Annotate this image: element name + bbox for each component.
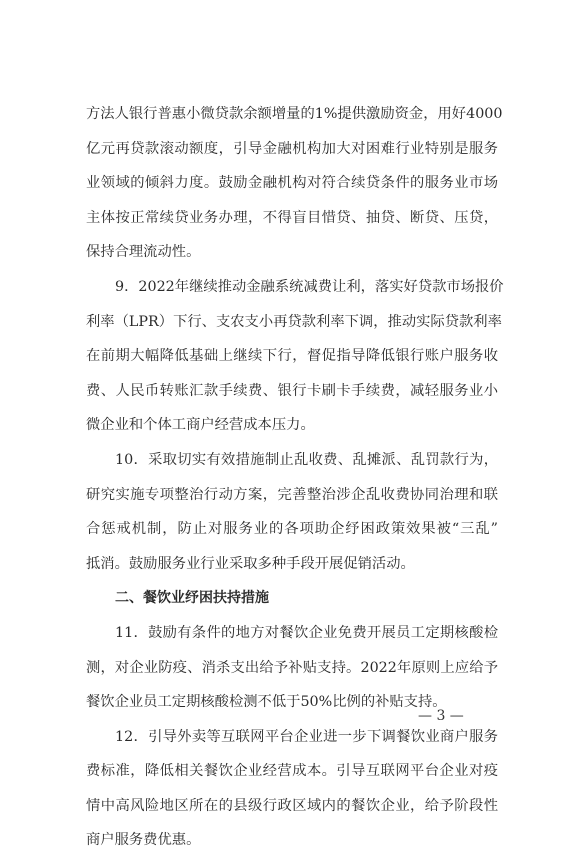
text-line: 测，对企业防疫、消杀支出给予补贴支持。2022年原则上应给予: [86, 659, 498, 676]
text-line: 在前期大幅降低基础上继续下行，督促指导降低银行账户服务收: [86, 348, 498, 365]
paragraph-11-start: 11．鼓励有条件的地方对餐饮企业免费开展员工定期核酸检: [115, 624, 498, 641]
paragraph-12-start: 12．引导外卖等互联网平台企业进一步下调餐饮业商户服务: [115, 728, 498, 745]
text-line: 微企业和个体工商户经营成本压力。: [86, 417, 315, 434]
document-body: [86, 97, 504, 858]
text-line: 研究实施专项整治行动方案，完善整治涉企乱收费协同治理和联: [86, 486, 498, 503]
text-line: 业领域的倾斜力度。鼓励金融机构对符合续贷条件的服务业市场: [86, 175, 498, 192]
text-line: 餐饮企业员工定期核酸检测不低于50%比例的补贴支持。: [86, 694, 447, 711]
text-line: 保持合理流动性。: [86, 244, 201, 261]
text-line: 利率（LPR）下行、支农支小再贷款利率下调，推动实际贷款利率: [86, 313, 502, 330]
text-line: 方法人银行普惠小微贷款余额增量的1%提供激励资金，用好4000: [86, 106, 503, 122]
section-heading: 二、餐饮业纾困扶持措施: [115, 590, 269, 607]
text-line: 亿元再贷款滚动额度，引导金融机构加大对困难行业特别是服务: [86, 140, 498, 157]
text-line: 抵消。鼓励服务业行业采取多种手段开展促销活动。: [86, 555, 415, 572]
text-line: 主体按正常续贷业务办理，不得盲目惜贷、抽贷、断贷、压贷，: [86, 209, 498, 226]
text-line: 情中高风险地区所在的县级行政区域内的餐饮企业，给予阶段性: [86, 797, 498, 814]
paragraph-9-start: 9．2022年继续推动金融系统减费让利，落实好贷款市场报价: [115, 278, 504, 295]
text-line: 合惩戒机制，防止对服务业的各项助企纾困政策效果被“三乱”: [86, 521, 498, 538]
text-line: 费标准，降低相关餐饮企业经营成本。引导互联网平台企业对疫: [86, 763, 498, 780]
text-line: 商户服务费优惠。: [86, 832, 201, 849]
page-number: — 3 —: [418, 708, 464, 724]
text-line: 费、人民币转账汇款手续费、银行卡刷卡手续费，减轻服务业小: [86, 382, 498, 399]
paragraph-10-start: 10．采取切实有效措施制止乱收费、乱摊派、乱罚款行为，: [115, 451, 498, 468]
